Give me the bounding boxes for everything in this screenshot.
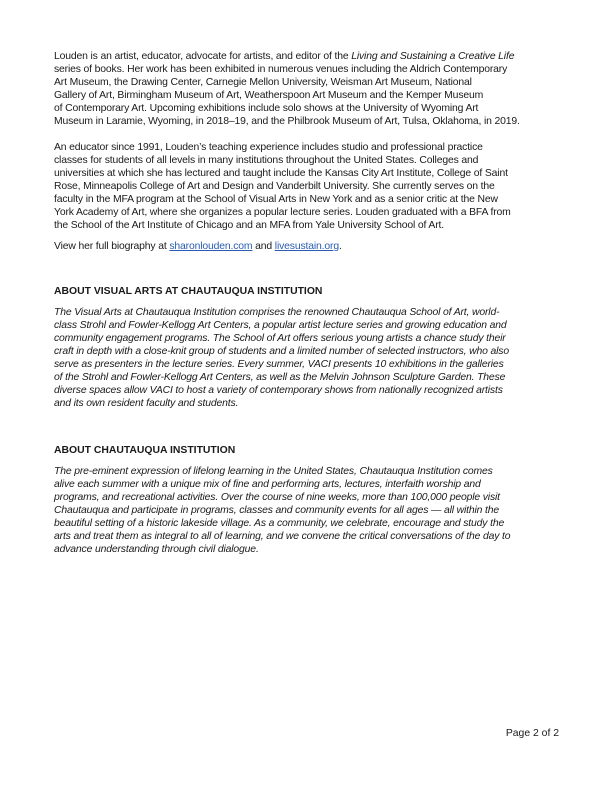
p2-lines [54,141,574,232]
ci-lines [54,465,574,556]
text-line: community engagement programs. The School of Art offers serious young artists a chance study their [54,333,506,344]
bio-paragraph-1 [54,50,574,128]
section-heading: ABOUT VISUAL ARTS AT CHAUTAUQUA INSTITUTION [54,286,323,297]
vaci-section [54,285,574,410]
text-line: Art Museum, the Drawing Center, Carnegie Mellon University, Weisman Art Museum, National [54,77,472,88]
text: Louden is an artist, educator, advocate for artists, and editor of the [54,51,352,62]
book-series-title: Living and Sustaining a Creative Life [351,51,515,62]
text-line: The Visual Arts at Chautauqua Institution comprises the renowned Chautauqua School of Art, world- [54,307,500,318]
text-line: faculty in the MFA program at the School of Visual Arts in New York and as a senior critic at the New [54,194,498,205]
ci-section [54,444,574,556]
text-line: of Contemporary Art. Upcoming exhibitions include solo shows at the University of Wyoming Art [54,103,479,114]
text-line: advance understanding through civil dialogue. [54,544,259,555]
text-line: Chautauqua and participate in programs, classes and community events for all ages — all within the [54,505,500,516]
text-line: arts and treat them as integral to all of learning, and we convene the critical conversations of the day to [54,531,511,542]
text-line: of the Strohl and Fowler-Kellogg Art Centers, as well as the Melvin Johnson Sculpture Garden. These [54,372,506,383]
and-text: and [252,241,275,252]
text-line: series of books. Her work has been exhibited in numerous venues including the Aldrich Contemporary [54,64,508,75]
bio-links [54,240,574,253]
text-line [54,50,574,63]
text-line: programs, and recreational activities. Over the course of nine weeks, more than 100,000 people visit [54,492,500,503]
sharonlouden-link[interactable]: sharonlouden.com [169,241,253,252]
text-line: craft in depth with a close-knit group of students and a limited number of selected instructors, who also [54,346,509,357]
page-number: Page 2 of 2 [505,728,559,739]
text-line: The pre-eminent expression of lifelong learning in the United States, Chautauqua Institution comes [54,466,493,477]
text-line: Museum in Laramie, Wyoming, in 2018–19, and the Philbrook Museum of Art, Tulsa, Oklahoma, in 2019. [54,116,520,127]
text-line: the School of the Art Institute of Chicago and an MFA from Yale University School of Art. [54,220,444,231]
vaci-lines [54,306,574,410]
text-line: classes for students of all levels in many institutions throughout the United States. Colleges and [54,155,479,166]
period: . [338,241,342,252]
text-line: class Strohl and Fowler-Kellogg Art Centers, a popular artist lecture series and growing education and [54,320,507,331]
section-heading: ABOUT CHAUTAUQUA INSTITUTION [54,445,236,456]
text-line [54,240,574,253]
text-line: An educator since 1991, Louden’s teaching experience includes studio and professional practice [54,142,483,153]
text-line: diverse spaces allow VACI to host a variety of contemporary shows from nationally recognized artists [54,385,503,396]
text-line: beautiful setting of a historic lakeside village. As a community, we celebrate, encourage and study the [54,518,505,529]
text-line: serve as presenters in the lecture series. Every summer, VACI presents 10 exhibitions in the galleries [54,359,504,370]
text-line: universities at which she has lectured and taught include the Kansas City Art Institute, College of Saint [54,168,508,179]
text-line: Gallery of Art, Birmingham Museum of Art, Weatherspoon Art Museum and the Kemper Museum [54,90,484,101]
view-prefix: View her full biography at [54,241,170,252]
text-line: and its own resident faculty and students. [54,398,239,409]
bio-paragraph-2 [54,141,574,232]
livesustain-link[interactable]: livesustain.org [274,241,339,252]
text-line: Rose, Minneapolis College of Art and Design and Vanderbilt University. She currently serves on the [54,181,495,192]
p1-lines [54,63,574,128]
text-line: alive each summer with a unique mix of fine and performing arts, lectures, interfaith worship and [54,479,481,490]
text-line: York Academy of Art, where she organizes a popular lecture series. Louden graduated with a BFA from [54,207,511,218]
